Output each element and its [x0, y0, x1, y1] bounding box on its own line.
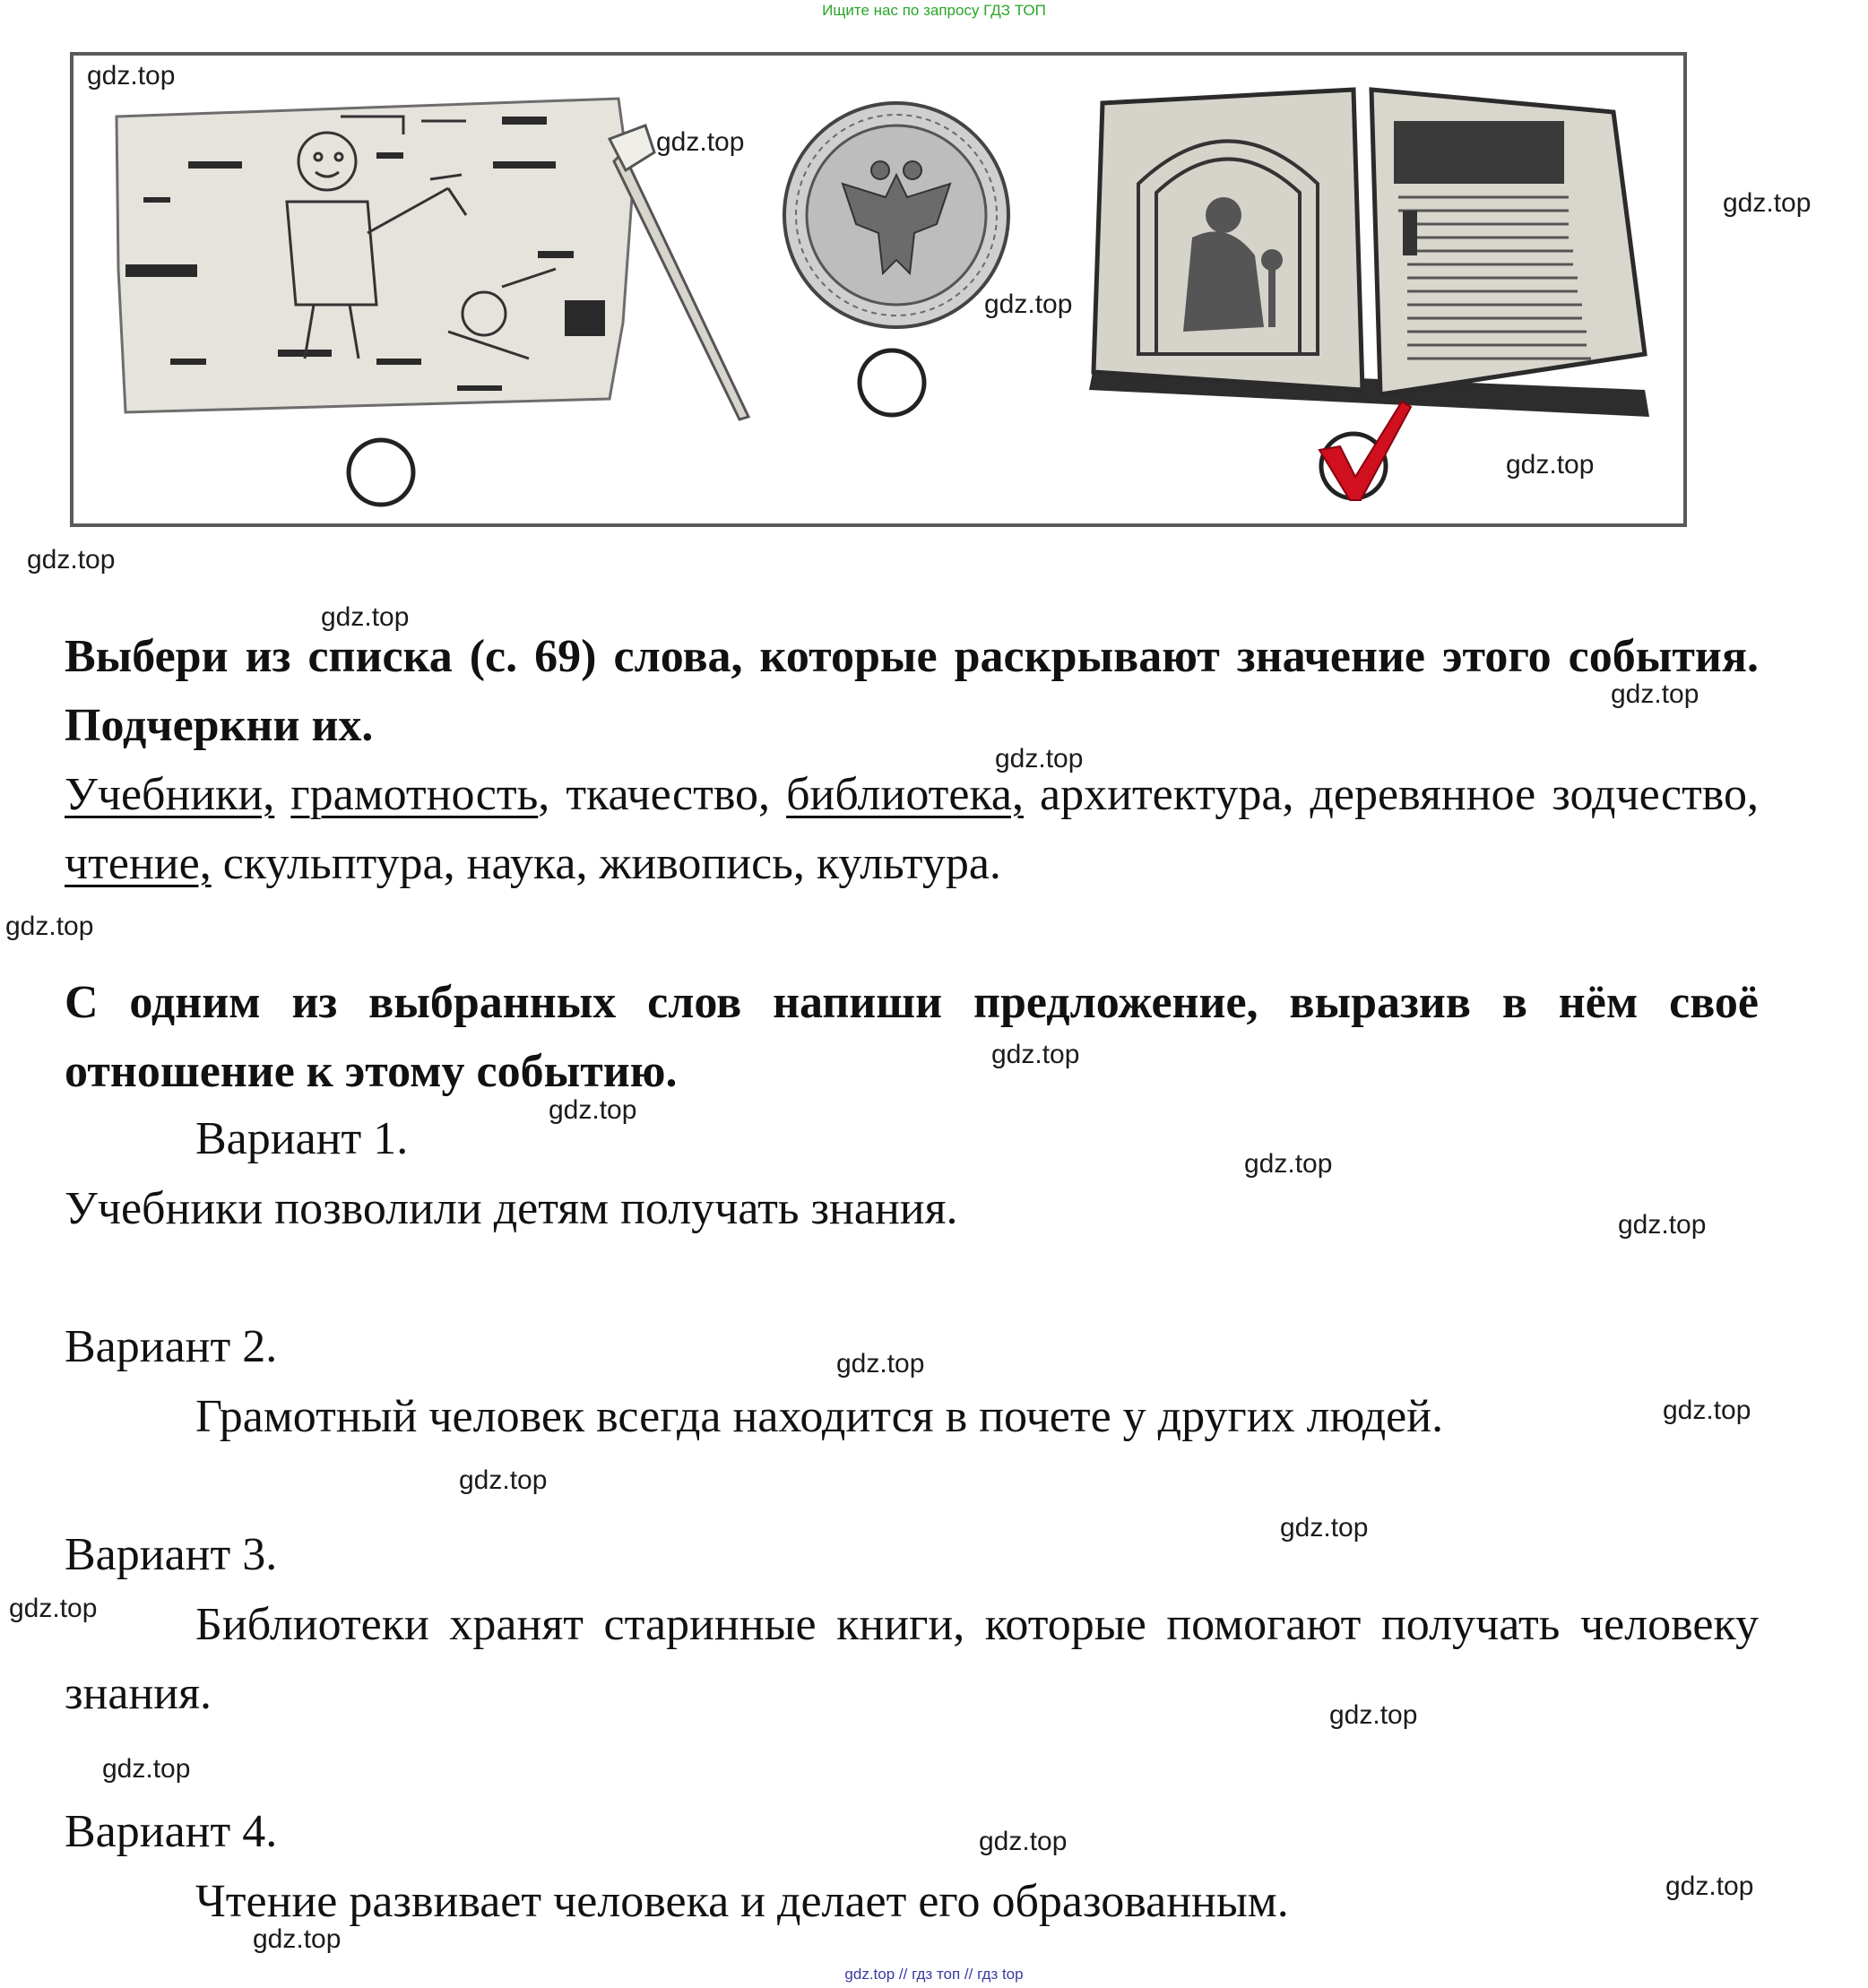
watermark: gdz.top: [836, 1349, 925, 1379]
word-underlined: библиотека,: [786, 769, 1024, 820]
watermark: gdz.top: [549, 1095, 637, 1125]
watermark: gdz.top: [9, 1594, 98, 1623]
footer-note: gdz.top // гдз топ // гдз top: [844, 1966, 1024, 1983]
answer-circle-3-checked[interactable]: [1309, 394, 1425, 511]
watermark: gdz.top: [459, 1465, 548, 1495]
checkmark-icon: [1319, 402, 1411, 500]
watermark: gdz.top: [1244, 1149, 1333, 1179]
word-list: [65, 760, 1759, 898]
watermark: gdz.top: [5, 912, 94, 941]
watermark: gdz.top: [27, 545, 116, 575]
variant-3-label: Вариант 3.: [65, 1529, 278, 1580]
watermark: gdz.top: [979, 1827, 1068, 1856]
answer-circle-1[interactable]: [341, 432, 421, 513]
watermark: gdz.top: [1506, 450, 1595, 480]
watermark: gdz.top: [991, 1040, 1080, 1069]
watermark: gdz.top: [1280, 1513, 1369, 1543]
variant-1-text: Учебники позволили детям получать знания.: [65, 1183, 958, 1234]
word-underlined: грамотность: [290, 769, 539, 820]
word-plain: , ткачество,: [538, 769, 771, 820]
variant-1-label: Вариант 1.: [195, 1113, 409, 1164]
word-underlined: Учебники,: [65, 769, 275, 820]
seal-image: [780, 99, 1013, 332]
word-plain: архитектура, деревянное зодчество,: [1040, 769, 1759, 820]
variant-2-label: Вариант 2.: [65, 1321, 278, 1372]
watermark: gdz.top: [102, 1754, 191, 1784]
watermark: gdz.top: [87, 61, 176, 91]
watermark: gdz.top: [1329, 1700, 1418, 1730]
watermark: gdz.top: [656, 127, 745, 157]
variant-4-label: Вариант 4.: [65, 1806, 278, 1857]
answer-circle-2[interactable]: [852, 342, 932, 423]
watermark: gdz.top: [995, 744, 1084, 774]
watermark: gdz.top: [1618, 1210, 1707, 1240]
printed-book-image: [1085, 85, 1658, 421]
word-underlined: чтение,: [65, 838, 212, 889]
watermark: gdz.top: [1723, 188, 1812, 218]
watermark: gdz.top: [1611, 679, 1699, 709]
variant-4-text: Чтение развивает человека и делает его образованным.: [195, 1876, 1289, 1927]
header-note: Ищите нас по запросу ГДЗ ТОП: [822, 2, 1046, 19]
watermark: gdz.top: [984, 290, 1073, 319]
watermark: gdz.top: [321, 602, 410, 632]
variant-3-text: Библиотеки хранят старинные книги, которые помогают получать человеку знания.: [65, 1599, 1759, 1719]
task2-title: С одним из выбранных слов напиши предложение, выразив в нём своё отношение к этому событию.: [65, 977, 1759, 1097]
watermark: gdz.top: [1663, 1396, 1751, 1425]
word-plain: скульптура, наука, живопись, культура.: [222, 838, 1001, 889]
watermark: gdz.top: [1665, 1871, 1754, 1901]
task1-title: Выбери из списка (с. 69) слова, которые раскрывают значение этого события. Подчеркни их.: [65, 631, 1759, 751]
variant-2-text: Грамотный человек всегда находится в почете у других людей.: [195, 1391, 1444, 1442]
watermark: gdz.top: [253, 1924, 342, 1954]
